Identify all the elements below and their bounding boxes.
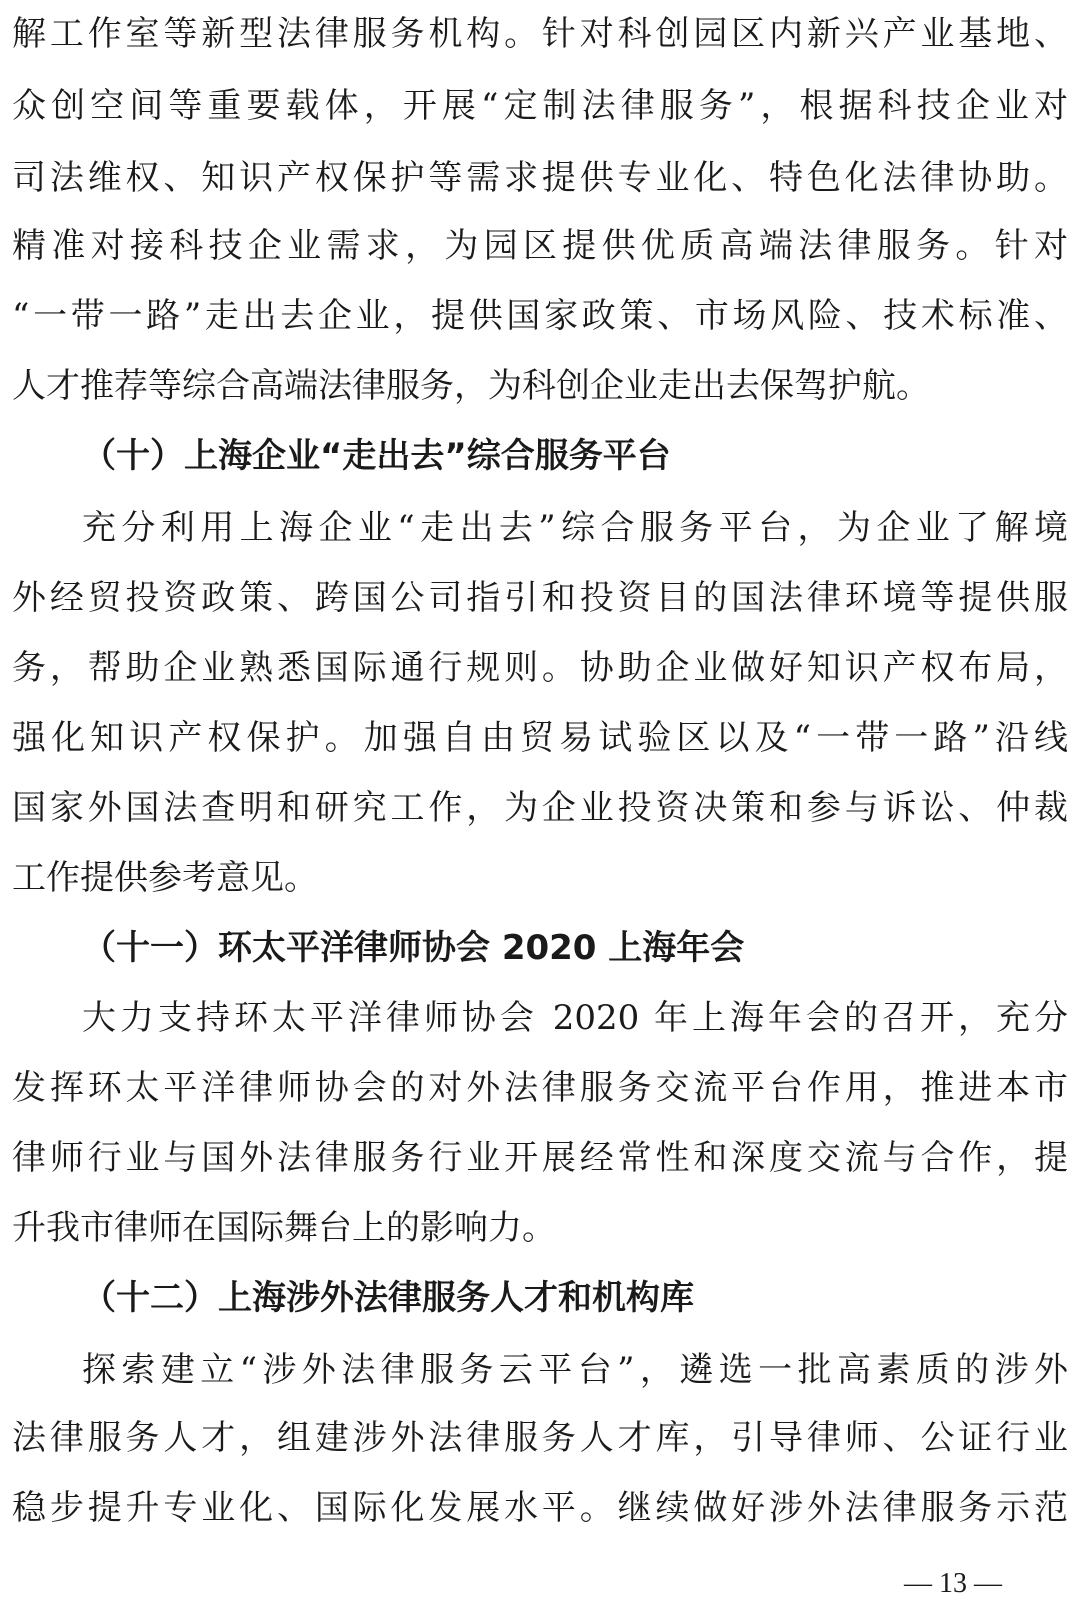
section-heading: （十）上海企业“走出去”综合服务平台 bbox=[82, 436, 671, 476]
paragraph-line: 律师行业与国外法律服务行业开展经常性和深度交流与合作，提 bbox=[12, 1138, 1068, 1178]
paragraph-line: 外经贸投资政策、跨国公司指引和投资目的国法律环境等提供服 bbox=[12, 578, 1068, 618]
paragraph-line: 充分利用上海企业“走出去”综合服务平台，为企业了解境 bbox=[82, 508, 1068, 548]
paragraph-line: 人才推荐等综合高端法律服务，为科创企业走出去保驾护航。 bbox=[12, 366, 930, 406]
paragraph-line: 探索建立“涉外法律服务云平台”，遴选一批高素质的涉外 bbox=[82, 1350, 1068, 1390]
paragraph-line: 发挥环太平洋律师协会的对外法律服务交流平台作用，推进本市 bbox=[12, 1068, 1068, 1108]
section-heading: （十二）上海涉外法律服务人才和机构库 bbox=[82, 1278, 694, 1318]
paragraph-line: 众创空间等重要载体，开展“定制法律服务”，根据科技企业对 bbox=[12, 86, 1068, 126]
paragraph-line: “一带一路”走出去企业，提供国家政策、市场风险、技术标准、 bbox=[12, 296, 1068, 336]
paragraph-line: 强化知识产权保护。加强自由贸易试验区以及“一带一路”沿线 bbox=[12, 718, 1068, 758]
page-number: — 13 — bbox=[904, 1568, 1002, 1599]
paragraph-line: 升我市律师在国际舞台上的影响力。 bbox=[12, 1208, 556, 1248]
paragraph-line: 法律服务人才，组建涉外法律服务人才库，引导律师、公证行业 bbox=[12, 1418, 1068, 1458]
paragraph-line: 务，帮助企业熟悉国际通行规则。协助企业做好知识产权布局， bbox=[12, 648, 1068, 688]
paragraph-line: 稳步提升专业化、国际化发展水平。继续做好涉外法律服务示范 bbox=[12, 1488, 1068, 1528]
section-heading: （十一）环太平洋律师协会 2020 上海年会 bbox=[82, 928, 745, 968]
paragraph-line: 大力支持环太平洋律师协会 2020 年上海年会的召开，充分 bbox=[82, 998, 1068, 1038]
paragraph-line: 解工作室等新型法律服务机构。针对科创园区内新兴产业基地、 bbox=[12, 14, 1068, 54]
paragraph-line: 工作提供参考意见。 bbox=[12, 858, 318, 898]
paragraph-line: 精准对接科技企业需求，为园区提供优质高端法律服务。针对 bbox=[12, 226, 1068, 266]
paragraph-line: 国家外国法查明和研究工作，为企业投资决策和参与诉讼、仲裁 bbox=[12, 788, 1068, 828]
paragraph-line: 司法维权、知识产权保护等需求提供专业化、特色化法律协助。 bbox=[12, 158, 1068, 198]
